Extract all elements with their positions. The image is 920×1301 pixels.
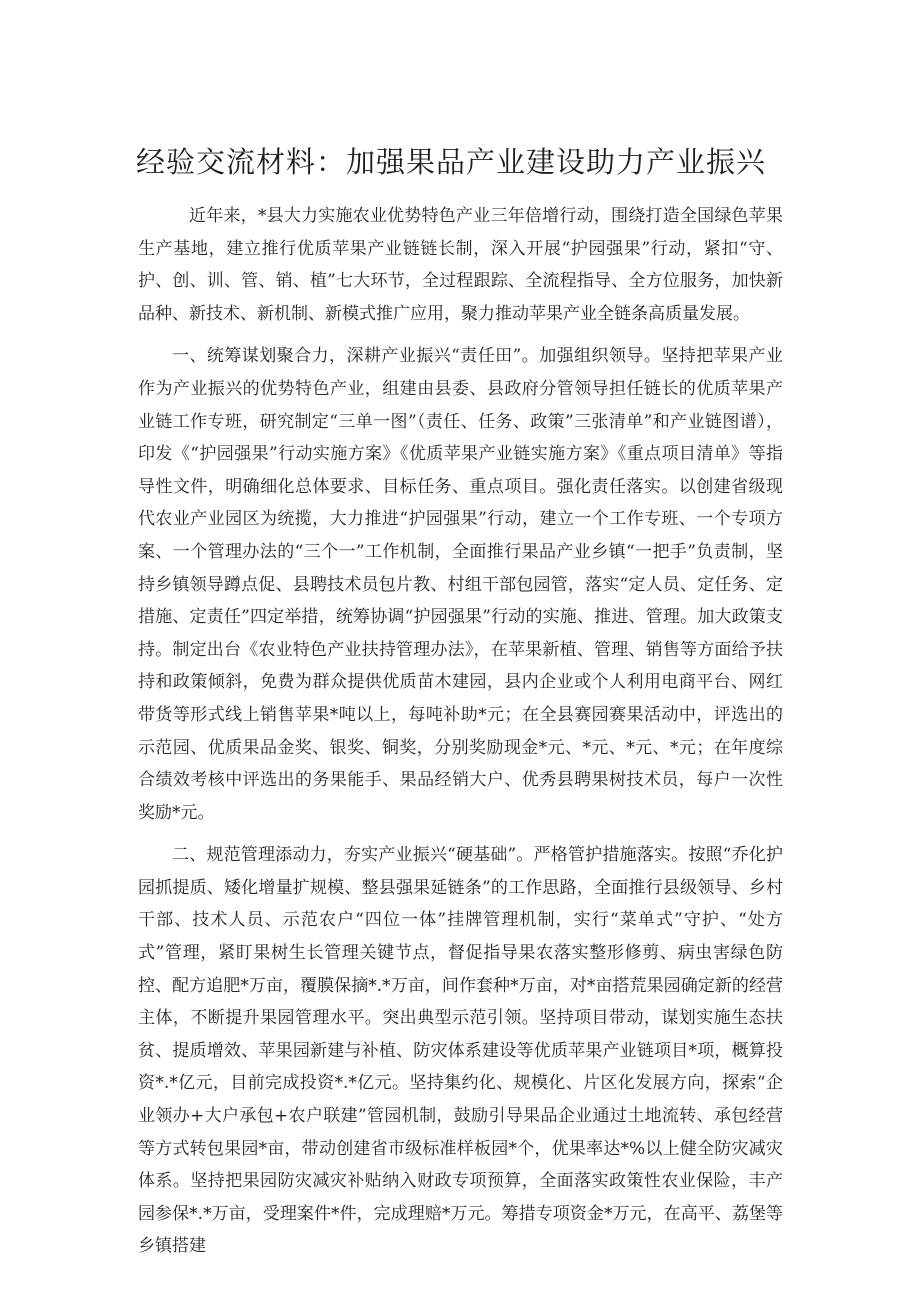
document-title: 经验交流材料：加强果品产业建设助力产业振兴 (136, 145, 767, 179)
document-body (138, 200, 783, 1273)
paragraph-section-one: 一、统筹谋划聚合力，深耕产业振兴“责任田”。加强组织领导。坚持把苹果产业作为产业振兴的优势特色产业，组建由县委、县政府分管领导担任链长的优质苹果产业链工作专班，研究制定“三单一图”（责任、任务、政策”三张清单”和产业链图谱），印发《“护园强果”行动实施方案》《优质苹果产业链实施方案》《重点项目清单》等指导性文件，明确细化总体要求、目标任务、重点项目。强化责任落实。以创建省级现代农业产业园区为统揽，大力推进“护园强果”行动，建立一个工作专班、一个专项方案、一个管理办法的“三个一”工作机制，全面推行果品产业乡镇“一把手”负责制，坚持乡镇领导蹲点促、县聘技术员包片教、村组干部包园管，落实“定人员、定任务、定措施、定责任”四定举措，统筹协调“护园强果”行动的实施、推进、管理。加大政策支持。制定出台《农业特色产业扶持管理办法》，在苹果新植、管理、销售等方面给予扶持和政策倾斜，免费为群众提供优质苗木建园，县内企业或个人利用电商平台、网红带货等形式线上销售苹果*吨以上，每吨补助*元；在全县赛园赛果活动中，评选出的示范园、优质果品金奖、银奖、铜奖，分别奖励现金*元、*元、*元、*元；在年度综合绩效考核中评选出的务果能手、果品经销大户、优秀县聘果树技术员，每户一次性奖励*元。 (138, 346, 783, 823)
paragraph-intro: 近年来，*县大力实施农业优势特色产业三年倍增行动，围绕打造全国绿色苹果生产基地，建立推行优质苹果产业链链长制，深入开展“护园强果”行动，紧扣“守、护、创、训、管、销、植”七大环节，全过程跟踪、全流程指导、全方位服务，加快新品种、新技术、新机制、新模式推广应用，聚力推动苹果产业全链条高质量发展。 (138, 206, 783, 324)
paragraph-section-two: 二、规范管理添动力，夯实产业振兴“硬基础”。严格管护措施落实。按照“乔化护园抓提质、矮化增量扩规模、整县强果延链条”的工作思路，全面推行县级领导、乡村干部、技术人员、示范农户“四位一体”挂牌管理机制，实行“菜单式”守护、“处方式”管理，紧盯果树生长管理关键节点，督促指导果农落实整形修剪、病虫害绿色防控、配方追肥*万亩，覆膜保摘*.*万亩，间作套种*万亩，对*亩搭荒果园确定新的经营主体，不断提升果园管理水平。突出典型示范引领。坚持项目带动，谋划实施生态扶贫、提质增效、苹果园新建与补植、防灾体系建设等优质苹果产业链项目*项，概算投资*.*亿元，目前完成投资*.*亿元。坚持集约化、规模化、片区化发展方向，探索“企业领办+大户承包+农户联建”管园机制，鼓励引导果品企业通过土地流转、承包经营等方式转包果园*亩，带动创建省市级标准样板园*个，优果率达*%以上健全防灾减灾体系。坚持把果园防灾减灾补贴纳入财政专项预算，全面落实政策性农业保险，丰产园参保*.*万亩，受理案件*件，完成理赔*万元。筹措专项资金*万元，在高平、荔堡等乡镇搭建 (138, 845, 783, 1257)
